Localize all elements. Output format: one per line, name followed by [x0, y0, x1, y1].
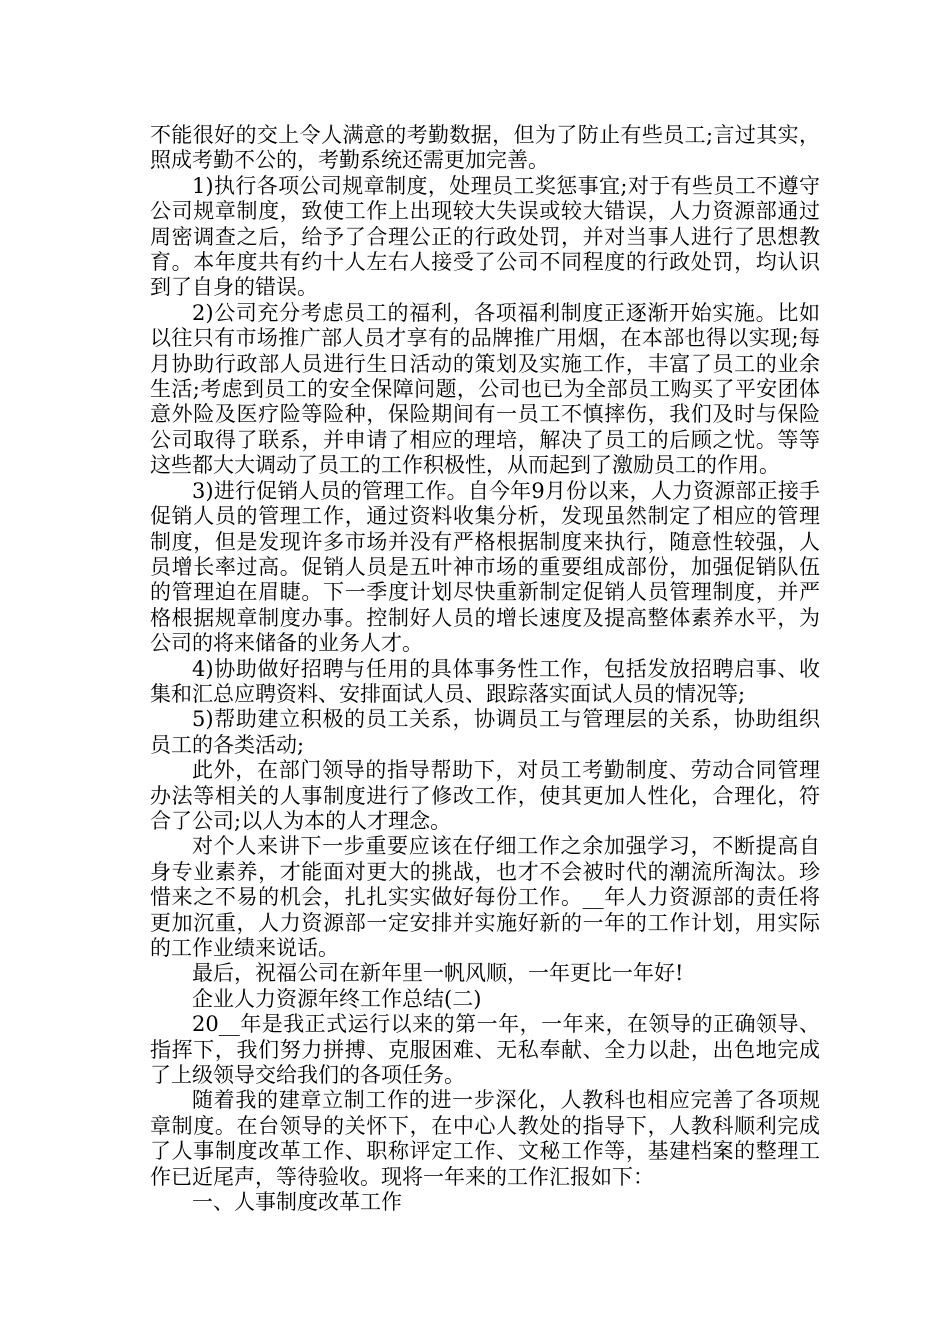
section-title-part-two: 企业人力资源年终工作总结(二): [192, 986, 482, 1011]
paragraph-item-3-promoters: 3)进行促销人员的管理工作。自今年9月份以来，人力资源部正接手促销人员的管理工作，通过资料收集分析，发现虽然制定了相应的管理制度，但是发现许多市场并没有严格根据制度来执行，随意性较强，人员增长率过高。促销人员是五叶神市场的重要组成部份，加强促销队伍的管理迫在眉睫。下一季度计划尽快重新制定促销人员管理制度，并严格根据规章制度办事。控制好人员的增长速度及提高整体素养水平，为公司的将来储备的业务人才。: [150, 478, 820, 656]
paragraph-item-4-recruitment: 4)协助做好招聘与任用的具体事务性工作，包括发放招聘启事、收集和汇总应聘资料、安排面试人员、跟踪落实面试人员的情况等;: [150, 656, 820, 706]
paragraph-attendance-system: 不能很好的交上令人满意的考勤数据，但为了防止有些员工;言过其实，照成考勤不公的，考勤系统还需更加完善。: [150, 123, 820, 173]
paragraph-closing-wish: 最后，祝福公司在新年里一帆风顺，一年更比一年好!: [192, 961, 684, 986]
section-heading-hr-reform: 一、人事制度改革工作: [192, 1190, 402, 1215]
paragraph-item-1-rules: 1)执行各项公司规章制度，处理员工奖惩事宜;对于有些员工不遵守公司规章制度，致使工作上出现较大失误或较大错误，人力资源部通过周密调查之后，给予了合理公正的行政处罚，并对当事人进行了思想教育。本年度共有约十人左右人接受了公司不同程度的行政处罚，均认识到了自身的错误。: [150, 173, 820, 300]
document-body: [150, 123, 820, 1215]
paragraph-personal-plan: 对个人来讲下一步重要应该在仔细工作之余加强学习，不断提高自身专业素养，才能面对更大的挑战，也才不会被时代的潮流所淘汰。珍惜来之不易的机会，扎扎实实做好每份工作。__年人力资源部的责任将更加沉重，人力资源部一定安排并实施好新的一年的工作计划，用实际的工作业绩来说话。: [150, 834, 820, 960]
paragraph-additional-work: 此外，在部门领导的指导帮助下，对员工考勤制度、劳动合同管理办法等相关的人事制度进行了修改工作，使其更加人性化，合理化，符合了公司;以人为本的人才理念。: [150, 758, 820, 833]
paragraph-item-2-welfare: 2)公司充分考虑员工的福利，各项福利制度正逐渐开始实施。比如以往只有市场推广部人员才享有的品牌推广用烟，在本部也得以实现;每月协助行政部人员进行生日活动的策划及实施工作，丰富了员工的业余生活;考虑到员工的安全保障问题，公司也已为全部员工购买了平安团体意外险及医疗险等险种，保险期间有一员工不慎摔伤，我们及时与保险公司取得了联系，并申请了相应的理培，解决了员工的后顾之忧。等等这些都大大调动了员工的工作积极性，从而起到了激励员工的作用。: [150, 300, 820, 478]
paragraph-item-5-relations: 5)帮助建立积极的员工关系，协调员工与管理层的关系，协助组织员工的各类活动;: [150, 707, 820, 757]
paragraph-regulations: 随着我的建章立制工作的进一步深化，人教科也相应完善了各项规章制度。在台领导的关怀下，在中心人教处的指导下，人教科顺利完成了人事制度改革工作、职称评定工作、文秘工作等，基建档案的整理工作已近尾声，等待验收。现将一年来的工作汇报如下：: [150, 1088, 820, 1189]
paragraph-year-summary: 20__年是我正式运行以来的第一年，一年来，在领导的正确领导、指挥下，我们努力拼搏、克服困难、无私奉献、全力以赴，出色地完成了上级领导交给我们的各项任务。: [150, 1012, 820, 1088]
